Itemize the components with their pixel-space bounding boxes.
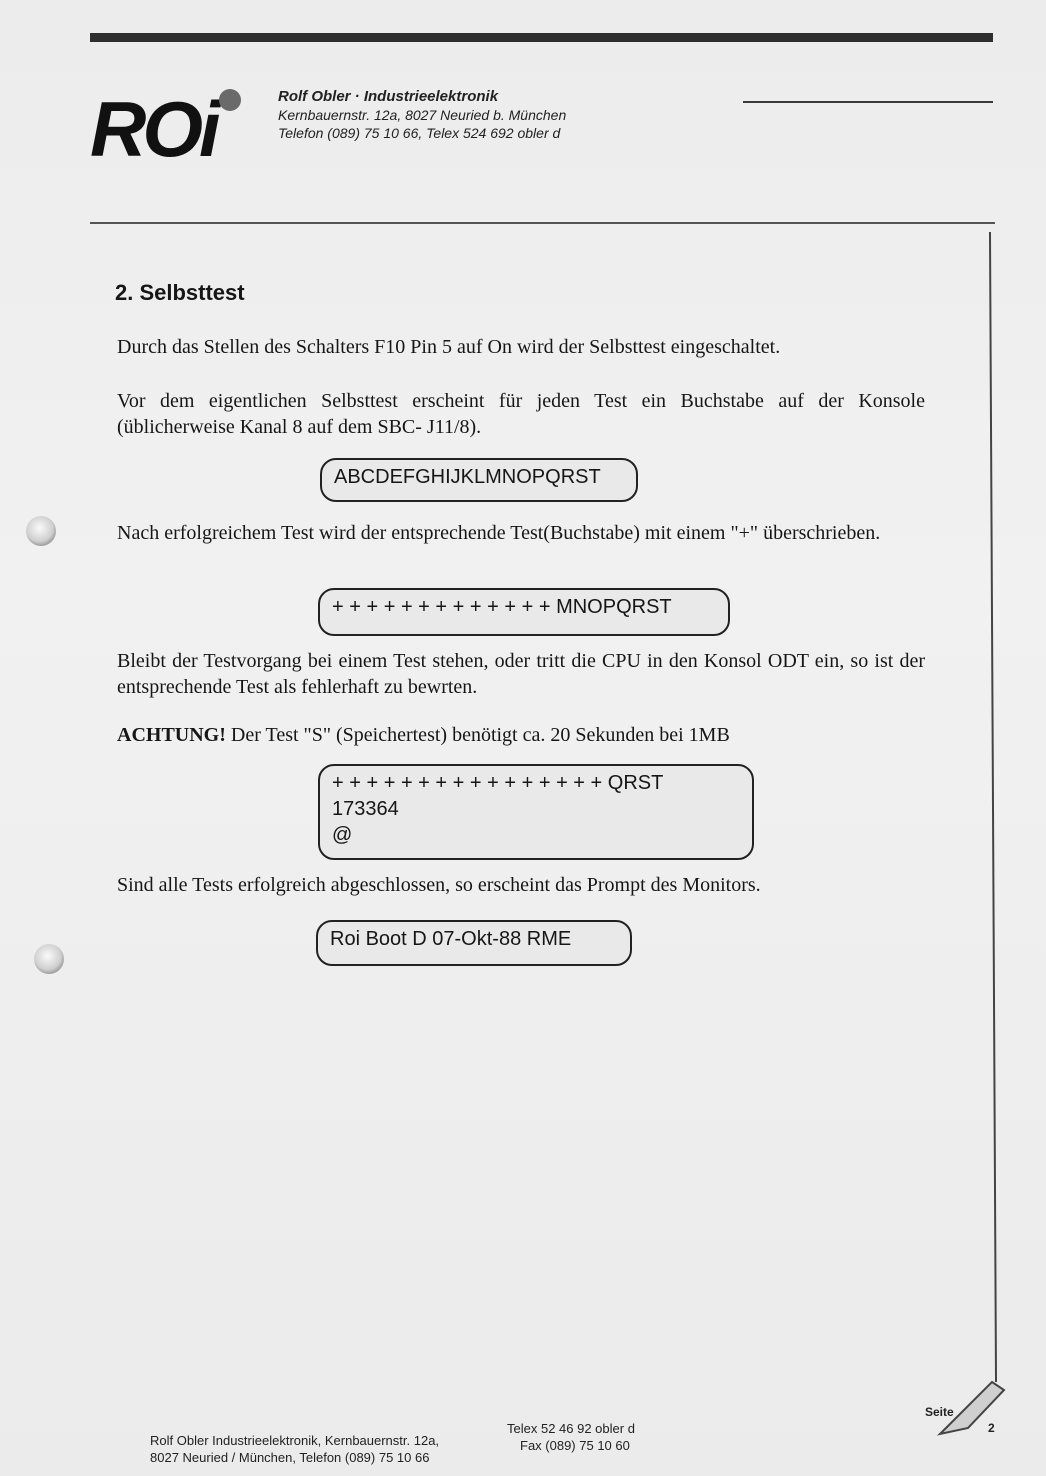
- footer-fax: Fax (089) 75 10 60: [520, 1438, 630, 1453]
- company-address: Kernbauernstr. 12a, 8027 Neuried b. München: [278, 107, 567, 123]
- content-frame-top: [90, 222, 995, 224]
- console-box-memory: [318, 764, 754, 860]
- paragraph-switch: Durch das Stellen des Schalters F10 Pin 5 auf On wird der Selbsttest eingeschaltet.: [117, 336, 781, 358]
- footer-contact: [507, 1420, 635, 1454]
- header-rule: [743, 101, 993, 103]
- footer-address: [150, 1432, 439, 1466]
- paragraph-console: Vor dem eigentlichen Selbsttest erscheint für jeden Test ein Buchstabe auf der Konsole (üblicherweise Kanal 8 auf dem SBC- J11/8).: [117, 390, 925, 438]
- warning-label: ACHTUNG!: [117, 724, 226, 746]
- footer-address-line1: Rolf Obler Industrieelektronik, Kernbauernstr. 12a,: [150, 1433, 440, 1448]
- footer-telex: Telex 52 46 92 obler d: [507, 1421, 635, 1436]
- header-top-bar: [90, 33, 993, 42]
- roi-logo: [90, 86, 250, 166]
- console-line: 173364: [332, 798, 399, 820]
- company-name: Rolf Obler · Industrieelektronik: [278, 88, 499, 105]
- company-phone: Telefon (089) 75 10 66, Telex 524 692 obler d: [278, 125, 561, 141]
- company-info: [278, 88, 566, 142]
- console-line: + + + + + + + + + + + + + + + + QRST: [332, 772, 664, 794]
- console-box-letters: ABCDEFGHIJKLMNOPQRST: [320, 458, 638, 502]
- paragraph-overwrite: Nach erfolgreichem Test wird der entsprechende Test(Buchstabe) mit einem "+" überschrieben.: [117, 522, 881, 544]
- paragraph-failure: Bleibt der Testvorgang bei einem Test stehen, oder tritt die CPU in den Konsol ODT ein, so ist der entsprechende Test als fehlerhaft zu bewrten.: [117, 650, 925, 698]
- logo-dot-icon: [219, 89, 241, 111]
- logo-text: ROi: [90, 86, 217, 166]
- paragraph-warning: [117, 722, 925, 748]
- console-box-boot: Roi Boot D 07-Okt-88 RME: [316, 920, 632, 966]
- content-frame-right: [989, 232, 997, 1382]
- page-number: 2: [988, 1421, 995, 1435]
- paragraph-prompt: Sind alle Tests erfolgreich abgeschlossen, so erscheint das Prompt des Monitors.: [117, 874, 761, 896]
- footer-address-line2: 8027 Neuried / München, Telefon (089) 75 10 66: [150, 1450, 430, 1465]
- punch-hole-icon: [34, 944, 64, 974]
- section-title: 2. Selbsttest: [115, 280, 245, 305]
- warning-text: Der Test "S" (Speichertest) benötigt ca. 20 Sekunden bei 1MB: [225, 724, 730, 746]
- console-line: @: [332, 824, 353, 846]
- page-label: Seite: [925, 1405, 954, 1419]
- punch-hole-icon: [26, 516, 56, 546]
- console-box-progress: + + + + + + + + + + + + + MNOPQRST: [318, 588, 730, 636]
